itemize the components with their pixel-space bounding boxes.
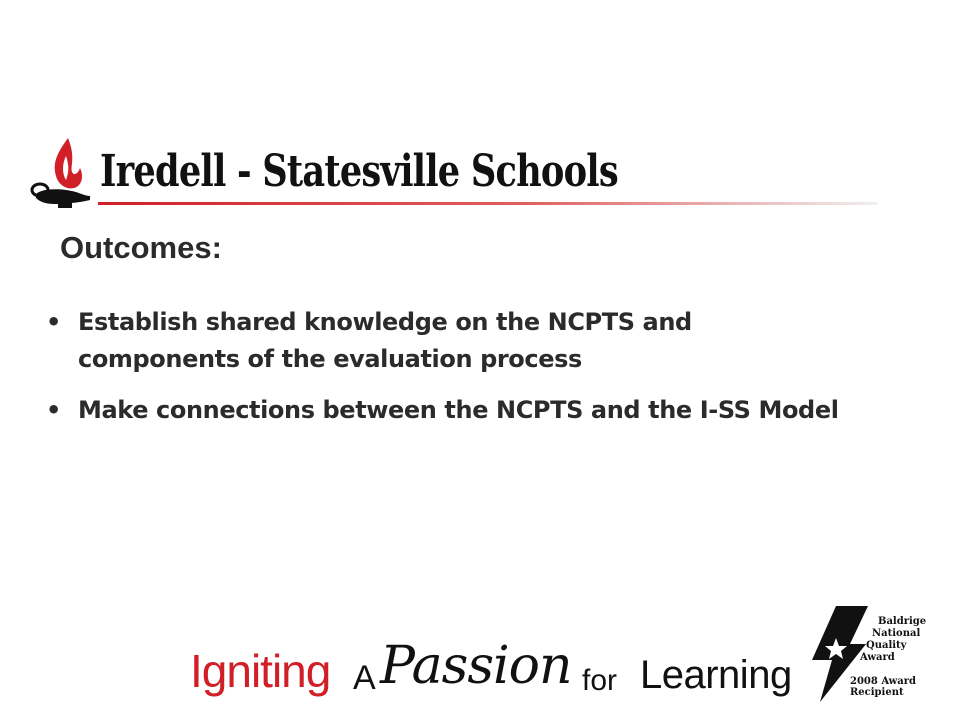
outcomes-list — [40, 304, 840, 443]
list-item — [40, 304, 840, 378]
award-line: Quality — [866, 640, 907, 651]
tagline-a: A — [353, 659, 376, 697]
lamp-flame-icon — [28, 132, 94, 210]
district-logo — [28, 132, 878, 212]
slide-title: Outcomes: — [60, 230, 222, 265]
tagline-for: for — [582, 664, 618, 697]
bullet-marker: • — [46, 396, 61, 424]
bullet-text: Make connections between the NCPTS and the I-SS Model — [78, 396, 839, 424]
tagline-learning: Learning — [640, 653, 792, 697]
header-divider — [98, 202, 878, 205]
bullet-text: Establish shared knowledge on the NCPTS and components of the evaluation process — [78, 308, 692, 373]
tagline-igniting: Igniting — [190, 645, 331, 697]
award-line: Baldrige — [878, 616, 927, 627]
award-line: National — [872, 628, 921, 639]
award-line: Recipient — [850, 687, 904, 698]
baldrige-award-badge — [806, 604, 936, 704]
district-name: Iredell - Statesville Schools — [100, 146, 618, 197]
list-item — [40, 392, 840, 429]
award-line: Award — [860, 652, 895, 663]
award-line: 2008 Award — [850, 676, 917, 687]
bullet-marker: • — [46, 308, 61, 336]
tagline — [190, 636, 790, 706]
tagline-passion: Passion — [380, 636, 572, 696]
